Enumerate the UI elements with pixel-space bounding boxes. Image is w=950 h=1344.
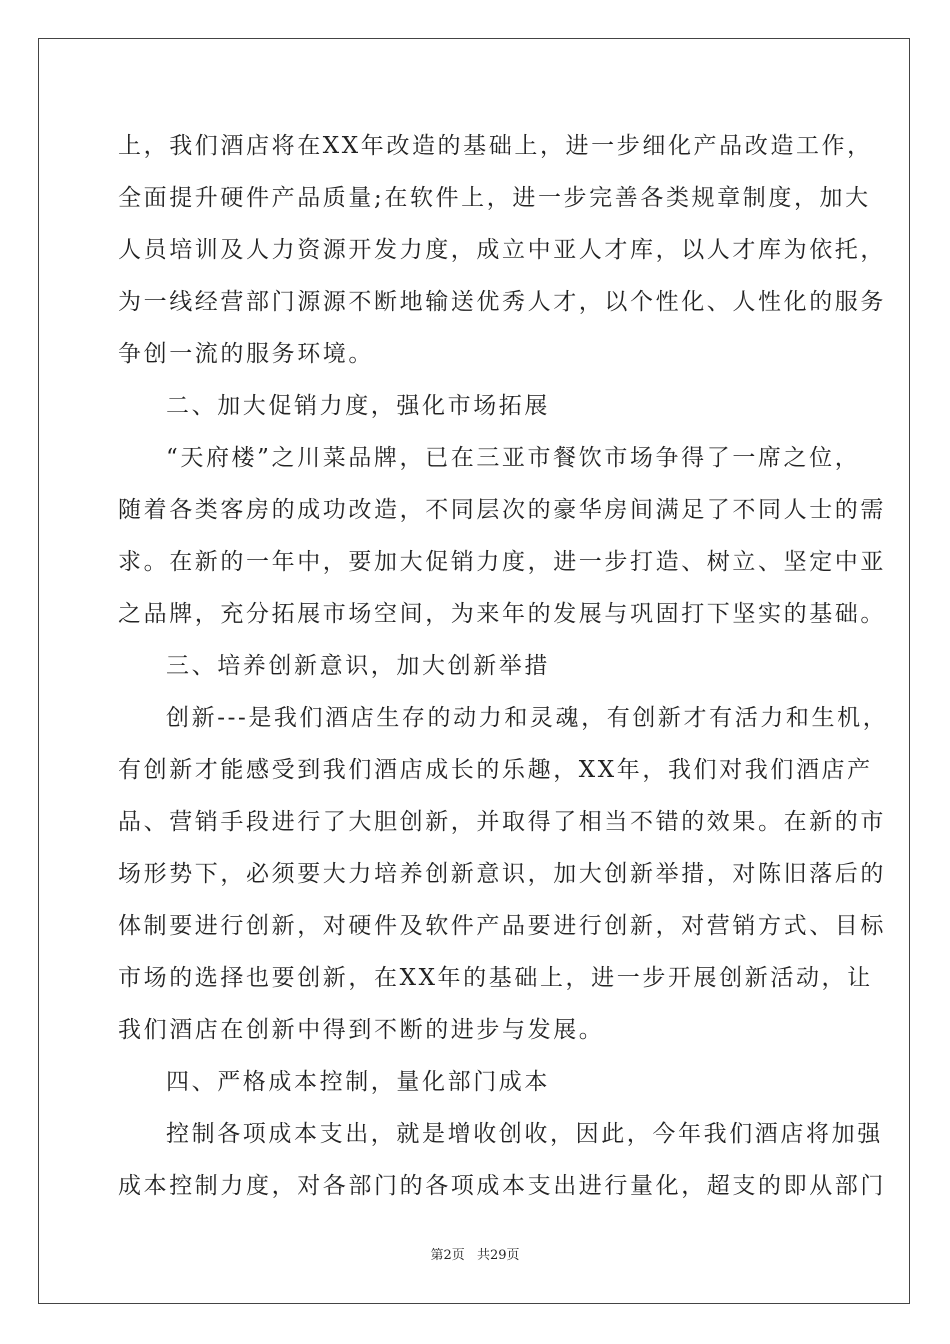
text-line: 上，我们酒店将在XX年改造的基础上，进一步细化产品改造工作， [118, 133, 873, 159]
text-line: 有创新才能感受到我们酒店成长的乐趣，XX年，我们对我们酒店产 [118, 757, 873, 783]
text-line: 成本控制力度，对各部门的各项成本支出进行量化，超支的即从部门 [118, 1173, 886, 1199]
text-line: 求。在新的一年中，要加大促销力度，进一步打造、树立、坚定中亚 [118, 549, 886, 575]
text-line: 体制要进行创新，对硬件及软件产品要进行创新，对营销方式、目标 [118, 913, 886, 939]
page-total: 共29页 [476, 1248, 520, 1263]
text-line: 品、营销手段进行了大胆创新，并取得了相当不错的效果。在新的市 [118, 809, 886, 835]
text-line: 全面提升硬件产品质量;在软件上，进一步完善各类规章制度，加大 [118, 185, 871, 211]
text-line: 市场的选择也要创新，在XX年的基础上，进一步开展创新活动，让 [118, 965, 873, 991]
text-line: 争创一流的服务环境。 [118, 341, 374, 367]
text-line: 创新---是我们酒店生存的动力和灵魂，有创新才有活力和生机， [166, 705, 889, 731]
text-line: “天府楼”之川菜品牌，已在三亚市餐饮市场争得了一席之位， [166, 445, 861, 471]
section-heading: 四、严格成本控制，量化部门成本 [166, 1069, 550, 1095]
text-line: 之品牌，充分拓展市场空间，为来年的发展与巩固打下坚实的基础。 [118, 601, 886, 627]
section-heading: 三、培养创新意识，加大创新举措 [166, 653, 550, 679]
text-line: 我们酒店在创新中得到不断的进步与发展。 [118, 1017, 605, 1043]
page-footer [0, 1244, 950, 1263]
text-line: 随着各类客房的成功改造，不同层次的豪华房间满足了不同人士的需 [118, 497, 886, 523]
text-line: 场形势下，必须要大力培养创新意识，加大创新举措，对陈旧落后的 [118, 861, 886, 887]
section-heading: 二、加大促销力度，强化市场拓展 [166, 393, 550, 419]
text-line: 人员培训及人力资源开发力度，成立中亚人才库，以人才库为依托， [118, 237, 886, 263]
page-number: 第2页 [430, 1248, 465, 1263]
text-line: 为一线经营部门源源不断地输送优秀人才，以个性化、人性化的服务 [118, 289, 886, 315]
document-body [118, 120, 889, 1212]
text-line: 控制各项成本支出，就是增收创收，因此，今年我们酒店将加强 [166, 1121, 883, 1147]
